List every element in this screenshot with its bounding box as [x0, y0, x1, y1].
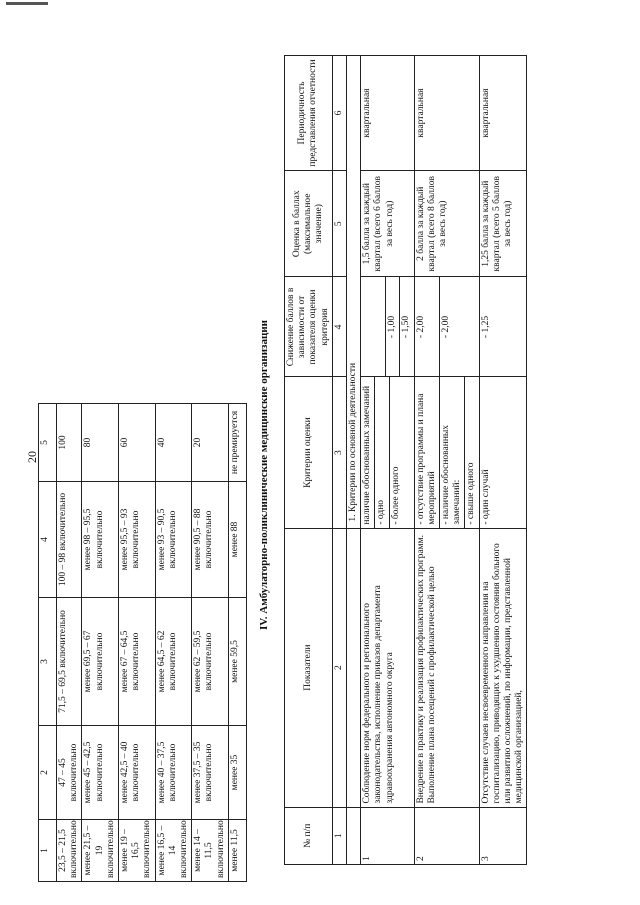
score-scale-table: [38, 403, 247, 882]
table-cell: менее 62 – 59,5 включительно: [192, 598, 229, 726]
reduction-list: [361, 277, 413, 376]
table-cell: 23,5 – 21,5 включительно: [57, 820, 82, 882]
header-cell: 4: [39, 482, 57, 598]
reduction-list: [415, 277, 453, 376]
header-cell: 3: [39, 598, 57, 726]
criteria-item: - отсутствие программы и плана мероприятий: [415, 378, 440, 528]
table-cell: менее 95,5 – 93 включительно: [119, 482, 156, 598]
table-cell: 100 – 98 включительно: [57, 482, 82, 598]
table-cell: менее 64,5 – 62 включительно: [155, 598, 192, 726]
header-criteria: Критерии оценки: [285, 377, 333, 528]
criteria-item: наличие обоснованных замечаний: [361, 378, 375, 528]
section-title: IV. Амбулаторно-поликлинические медицинские организации: [258, 320, 270, 631]
table-cell: менее 69,5 – 67 включительно: [82, 598, 119, 726]
column-number: 3: [332, 377, 346, 528]
row-period: квартальная: [361, 56, 414, 171]
header-cell: 5: [39, 404, 57, 482]
row-number: 2: [414, 807, 479, 864]
table-row: [361, 56, 414, 865]
page-number: 20: [25, 451, 39, 463]
column-number: 6: [332, 56, 346, 171]
table-cell: менее 90,5 – 88 включительно: [192, 482, 229, 598]
table-cell: менее 35: [228, 726, 246, 820]
table-row: [228, 404, 246, 882]
column-number: 2: [332, 528, 346, 807]
criteria-list: [361, 378, 403, 528]
header-num: № п/п: [285, 807, 333, 864]
table-cell: 40: [155, 404, 192, 482]
table-row: [82, 404, 119, 882]
row-score: 1,5 балла за каждый квартал (всего 6 баллов за весь год): [361, 171, 414, 277]
column-number: 5: [332, 171, 346, 277]
row-criteria: - один случай: [479, 377, 527, 528]
header-score: Оценка в баллах (максимальное значение): [285, 171, 333, 277]
table-cell: 60: [119, 404, 156, 482]
table-cell: менее 67 – 64,5 включительно: [119, 598, 156, 726]
row-indicator: Соблюдение норм федерального и регионального законодательства, исполнение приказов департамента здравоохранения автономного округа: [361, 528, 414, 807]
table-cell: 100: [57, 404, 82, 482]
table-row: [57, 404, 82, 882]
table-row: [192, 404, 229, 882]
criteria-item: - свыше одного: [466, 462, 477, 525]
row-number: 1: [361, 807, 414, 864]
section-row-spacer: [347, 807, 361, 864]
row-reduction: [414, 277, 479, 377]
table-cell: менее 42,5 – 40 включительно: [119, 726, 156, 820]
column-number: 1: [332, 807, 346, 864]
row-reduction: [361, 277, 414, 377]
table-cell: менее 59,5: [228, 598, 246, 726]
table-row: [119, 404, 156, 882]
table-cell: 80: [82, 404, 119, 482]
criteria-item: - более одного: [390, 466, 401, 525]
section-row: [347, 56, 361, 865]
reduction-item: - 1,50: [401, 315, 412, 339]
row-criteria: [414, 377, 479, 528]
table-cell: 47 – 45 включительно: [57, 726, 82, 820]
table-cell: менее 98 – 95,5 включительно: [82, 482, 119, 598]
row-period: квартальная: [479, 56, 527, 171]
column-number-row: [332, 56, 346, 865]
table-header-row: [285, 56, 333, 865]
header-reduction: Снижение баллов в зависимости от показателя оценки критерия: [285, 277, 333, 377]
criteria-item: - наличие обоснованных замечаний:: [440, 378, 465, 528]
table-row: [414, 56, 479, 865]
criteria-item: - одно: [375, 378, 389, 528]
row-period: квартальная: [414, 56, 479, 171]
table-cell: менее 14 – 11,5 включительно: [192, 820, 229, 882]
table-cell: 71,5 – 69,5 включительно: [57, 598, 82, 726]
criteria-list: [415, 378, 479, 528]
row-criteria: [361, 377, 414, 528]
row-indicator: Отсутствие случаев несвоевременного направления на госпитализацию, приводящих к ухудшению состояния больного или развитию осложнений, по информации, представленной медицинской организацией,: [479, 528, 527, 807]
header-cell: 2: [39, 726, 57, 820]
table-cell: менее 16,5 – 14 включительно: [155, 820, 192, 882]
row-reduction: - 1,25: [479, 277, 527, 377]
reduction-item: [361, 277, 386, 376]
criteria-table: [284, 55, 527, 865]
table-cell: менее 19 – 16,5 включительно: [119, 820, 156, 882]
table-cell: 20: [192, 404, 229, 482]
reduction-item: - 2,00: [415, 277, 440, 376]
table-cell: менее 88: [228, 482, 246, 598]
reduction-item: - 1,00: [386, 277, 400, 376]
row-score: 2 балла за каждый квартал (всего 8 баллов за весь год): [414, 171, 479, 277]
table-cell: менее 11,5: [228, 820, 246, 882]
header-cell: 1: [39, 820, 57, 882]
table-cell: менее 45 – 42,5 включительно: [82, 726, 119, 820]
row-indicator: Внедрение в практику и реализация профилактических программ. Выполнение плана посещений с профилактической целью: [414, 528, 479, 807]
table-header-row: [39, 404, 57, 882]
row-score: 1,25 балла за каждый квартал (всего 5 баллов за весь год): [479, 171, 527, 277]
column-number: 4: [332, 277, 346, 377]
table-cell: менее 93 – 90,5 включительно: [155, 482, 192, 598]
section-heading: 1. Критерии по основной деятельности: [347, 56, 361, 529]
table-row: [155, 404, 192, 882]
table-row: [479, 56, 527, 865]
table-cell: менее 37,5 – 35 включительно: [192, 726, 229, 820]
header-period: Периодичность представления отчетности: [285, 56, 333, 171]
table-cell: менее 21,5 – 19 включительно: [82, 820, 119, 882]
section-row-spacer: [347, 528, 361, 807]
header-indicators: Показатели: [285, 528, 333, 807]
table-cell: не премируется: [228, 404, 246, 482]
reduction-item: - 2,00: [440, 315, 451, 339]
table-cell: менее 40 – 37,5 включительно: [155, 726, 192, 820]
row-number: 3: [479, 807, 527, 864]
